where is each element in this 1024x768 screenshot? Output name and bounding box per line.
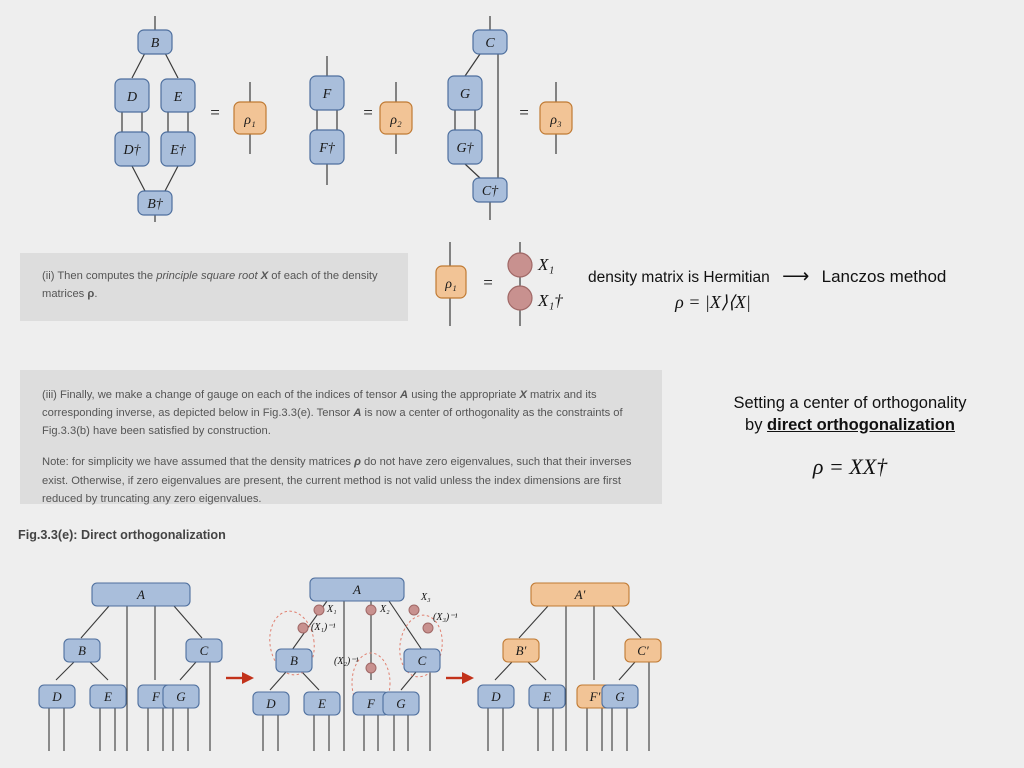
node-label: G xyxy=(396,696,406,711)
lanczos-text: Lanczos method xyxy=(821,267,947,286)
p1-b: using the appropriate xyxy=(408,389,520,401)
diagram-rho2 xyxy=(310,56,344,185)
node-label: C xyxy=(199,643,209,658)
result-rho2 xyxy=(380,82,412,154)
p1-A1: A xyxy=(400,389,409,401)
node-label: E xyxy=(104,689,112,704)
label-x2: X₂ xyxy=(380,604,390,615)
hermitian-formula: ρ = |X⟩⟨X| xyxy=(675,292,751,312)
p1-a: (iii) Finally, we make a change of gauge on each of the indices of tensor xyxy=(42,389,400,401)
rho-label: ρ₂ xyxy=(390,113,402,128)
node-label: G xyxy=(176,689,186,704)
node-label: C xyxy=(485,36,495,51)
tree-orthogonalized xyxy=(478,583,661,751)
rho-label: ρ₁ xyxy=(445,277,457,292)
x1-x1dag-chain xyxy=(508,242,563,326)
callout-emphasis: direct orthogonalization xyxy=(767,416,955,434)
p2-rho: ρ xyxy=(354,456,361,469)
step-ii-rho: ρ xyxy=(87,288,95,301)
node-label: D xyxy=(266,696,276,711)
diagram-rho3 xyxy=(448,16,507,220)
node-label: F xyxy=(322,87,332,102)
node-label: E xyxy=(318,696,326,711)
top-row-equations xyxy=(100,8,620,223)
equals-sign-2: = xyxy=(363,103,373,122)
node-label: B′ xyxy=(515,643,527,658)
hermitian-text: density matrix is Hermitian xyxy=(588,269,770,286)
step-ii-end: . xyxy=(94,288,98,301)
step-iii-panel xyxy=(20,370,662,504)
node-label: B xyxy=(290,653,298,668)
p1-X: X xyxy=(519,389,527,401)
equals-sign-1: = xyxy=(210,103,220,122)
node-label: C† xyxy=(481,184,499,199)
node-label: C′ xyxy=(637,643,649,658)
step-ii-panel xyxy=(20,253,408,321)
node-label: F xyxy=(152,689,160,704)
p1-d: is now a center of orthogonality as the constraints of Fig.3.3(b) have been satisfied by construction. xyxy=(42,407,623,438)
transform-arrow-1 xyxy=(226,672,254,684)
equals-sign-3: = xyxy=(519,103,529,122)
callout-by: by xyxy=(745,416,768,434)
label-x2-inv: (X₂)⁻¹ xyxy=(334,656,359,667)
p1-A2: A xyxy=(353,407,362,420)
right-arrow-icon: ⟶ xyxy=(782,266,810,287)
figure-3-3-e xyxy=(14,558,694,763)
step-ii-text xyxy=(42,267,386,303)
node-label: B xyxy=(78,643,86,658)
transform-arrow-2 xyxy=(446,672,474,684)
node-label: F′ xyxy=(589,689,601,704)
sqrt-decomposition-diagram xyxy=(428,240,588,330)
rho-label: ρ₃ xyxy=(550,113,562,128)
diagram-rho1 xyxy=(115,16,195,222)
step-ii-mid: of each of the density matrices xyxy=(42,270,378,301)
step-ii-italic: principle square root xyxy=(156,270,261,282)
gauge-dot-x2 xyxy=(366,605,376,615)
result-rho1 xyxy=(234,82,266,154)
orthogonality-callout xyxy=(690,394,1010,480)
figure-title: Fig.3.3(e): Direct orthogonalization xyxy=(18,528,226,542)
node-label-root: A′ xyxy=(574,587,586,602)
gauge-dot-x3 xyxy=(409,605,419,615)
node-label: B† xyxy=(147,197,163,212)
step-ii-prefix: (ii) Then computes the xyxy=(42,270,157,282)
node-label: D xyxy=(52,689,62,704)
node-label: F† xyxy=(319,141,335,156)
result-rho3 xyxy=(540,82,572,154)
node-label: C xyxy=(417,653,427,668)
hermitian-line1 xyxy=(588,265,988,288)
gauge-dot-x1-inv xyxy=(298,623,308,633)
node-label: D xyxy=(126,90,138,105)
node-label: G xyxy=(615,689,625,704)
label-x3-inv: (X₃)⁻¹ xyxy=(433,612,458,623)
equals-sign-sqrt: = xyxy=(483,273,493,292)
node-label-root: A xyxy=(353,582,361,597)
label-x1: X₁ xyxy=(327,604,337,615)
tree-original xyxy=(39,583,222,751)
label-x3: X₃ xyxy=(421,592,431,603)
x1-label: X₁ xyxy=(538,255,555,274)
tree-with-gauge-insertions xyxy=(253,578,458,751)
p2-b: do not have zero eigenvalues, such that their inverses exist. Otherwise, if zero eigenvalues are present, the current method is not valid unless the index dimensions are first reduced by truncating any zero eigenvalues. xyxy=(42,456,632,505)
step-ii-X: X xyxy=(260,270,269,282)
node-label: B xyxy=(150,36,160,51)
callout-formula: ρ = XX† xyxy=(812,454,888,479)
gauge-dot-x1 xyxy=(314,605,324,615)
callout-line2 xyxy=(690,416,1010,435)
node-label-root: A xyxy=(137,587,145,602)
callout-line1: Setting a center of orthogonality xyxy=(733,394,967,412)
hermitian-note xyxy=(588,265,988,313)
p2-a: Note: for simplicity we have assumed that the density matrices xyxy=(42,456,355,469)
x1dag-label: X₁† xyxy=(538,291,563,310)
node-label: F xyxy=(367,696,375,711)
node-label: G† xyxy=(456,141,474,156)
node-label: G xyxy=(459,87,471,102)
step-iii-para1 xyxy=(42,386,640,440)
node-label: E xyxy=(173,90,183,105)
gauge-dot-x2-inv xyxy=(366,663,376,673)
node-label: D† xyxy=(123,143,141,158)
rho-label: ρ₁ xyxy=(244,113,256,128)
p1-c: matrix and its corresponding inverse, as depicted below in Fig.3.3(e). Tensor xyxy=(42,389,597,420)
node-label: E† xyxy=(170,143,186,158)
node-label: D xyxy=(491,689,501,704)
node-label: E xyxy=(543,689,551,704)
label-x1-inv: (X₁)⁻¹ xyxy=(311,622,336,633)
gauge-dot-x3-inv xyxy=(423,623,433,633)
step-iii-para2 xyxy=(42,453,640,507)
